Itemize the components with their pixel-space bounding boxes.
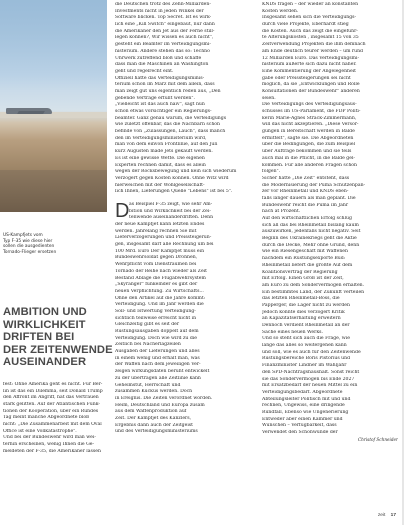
text-line: lin ist das ein Dilemma, seit Donald Trump [3, 388, 103, 394]
middle-column [115, 2, 252, 436]
text-line: wie zuletzt offenbar, das die Nachbarn schon [115, 122, 220, 128]
text-line: „Vielleicht ist das auch naiv", sagt nun [115, 102, 205, 108]
caption-line: sollen die ausgedienten [3, 244, 55, 250]
text-line: nisterium äußerte sich dazu nicht näher. [262, 62, 357, 68]
text-line: mit Ersatzbedarf der neuen Mittel zu ein [262, 383, 358, 389]
dropcap-paragraph [115, 199, 252, 436]
text-line: Bundeswehr reicht die Puma im Jahr [262, 202, 349, 208]
text-line: Soll- und Istwertung Verteidigung- [115, 308, 196, 314]
text-line: lich Ihnen, Lieferungen Quelle "Lebens" ist bei 5". [115, 189, 233, 195]
left-body-text [3, 382, 107, 455]
caption-line: US-Kampfjets vom [3, 233, 43, 238]
text-line: Lieferverzögerungen und Preissteigerun- [115, 235, 212, 241]
middle-text-top [115, 2, 252, 196]
text-line: werden. Jahrelang rechnen Sie mit [115, 228, 197, 234]
text-line: Es ist eine gewisse Wette. Die eigenen [115, 155, 205, 161]
text-line: am Ende deutlich teurer werden – um rund [262, 48, 363, 54]
text-line: Bestand Ablage die Flugabwehrsystem [115, 275, 206, 281]
text-line: Zeitlich bei Nacherlagzeilen [115, 342, 181, 348]
text-line: schusses im US-Parlament, die FDP Politi- [262, 109, 361, 114]
text-line: den Affront im Angriff, hat das Vertrauen [3, 395, 99, 401]
right-body-text [262, 2, 398, 437]
text-line: in Ereignis. Die Zeiten verordnet worden. [115, 395, 213, 401]
text-line: sie das Sondervermögen bis Ende 2027 [262, 376, 355, 382]
text-line: Tornado der Reihe nach wieder als Zeit [115, 268, 208, 274]
text-line: über Aufträge bekommen und sie teils [262, 149, 352, 155]
text-line: kommen. Für alle anderen Fragen schon [262, 162, 358, 168]
text-line: Verteidigungsbedarf. Abgeordnete [262, 389, 343, 395]
text-line: terhin erscheinen, wenig Ihnen die Ge- [3, 441, 95, 447]
text-line: Investments nicht in jeden Winkel der [115, 8, 204, 14]
text-line: mit Erfolg. Einen Groß ist der Zeit, [262, 276, 344, 282]
text-line: Verteidigung. Doch wie wird zu die [115, 335, 197, 341]
text-line: falls länger dauern als man geplant. Die [262, 195, 356, 201]
text-line: nicht: „Die Zusammenarbeit mit dem Oval [3, 421, 102, 427]
text-line: Tag meint manche Abgeordnete bloß [3, 415, 90, 421]
text-line: Software blicken. Top Secret. Ist es wirk- [115, 15, 212, 21]
text-line: nachdem ein Rüstungsexporte Bud: [262, 256, 346, 262]
text-line: Dennoch verdient Rheinmetall an der [262, 323, 350, 328]
left-column [0, 0, 113, 525]
text-line: den SPD-Nachtragshaushalt. Sonst reicht [262, 369, 360, 375]
text-line: „Skyranger" funkelnder es gibt der [115, 282, 198, 288]
text-line: zusammen Kuckus werden. Doch [115, 389, 193, 395]
text-line: Ausgaben der Lieferungen und alles [115, 349, 200, 355]
text-line: 100 Mrd. Euro Der Kampfjet muss ein [115, 248, 205, 254]
text-line: Koalitionsvertrag der Regierung [262, 269, 338, 275]
text-line: zu der übertragen alle Zeitlinie kann [115, 375, 201, 381]
headline-line: WIRKLICHKEIT [3, 318, 86, 331]
page-footer [378, 513, 396, 518]
text-line: Rundfall, Ebenso wie Ungenerierung [262, 409, 349, 415]
text-line: beamter. Ganz genau warum, die Verteidigungs [115, 115, 227, 121]
text-line: Sache eines neuen Werks. [262, 329, 323, 335]
text-line: Bundeswehrsoldat gegen Drohnen, [115, 255, 198, 261]
headline-line: AMBITION UND [3, 306, 87, 318]
text-line: und des Verteidigungsministeriums [115, 429, 198, 435]
text-line: Rüstungsausgaben doppelt auf dem [115, 329, 199, 334]
text-line: meldeten der F-35, die Amerikaner lassen [3, 448, 101, 454]
text-line: seien. [262, 95, 276, 101]
text-line: Verteidigung. Und im Jahr werden die [115, 302, 204, 308]
text-line: aus dem Waffenproduktion auf [115, 409, 187, 415]
text-line: Die Verteidigungs des Verteidigungsaus- [262, 102, 357, 108]
text-line: lange das alles so weitergehen kann [262, 343, 347, 349]
text-line: Und so steht sich auch die Frage, wie [262, 336, 350, 342]
text-line: Jedoch könnte dies verzögert Kritik [262, 309, 345, 315]
text-line: Kosten werden. [262, 8, 299, 14]
caption-line: Tornado-Flieger ersetzen [3, 249, 57, 255]
text-line: Geheimstüt, Herrschaft und [115, 382, 181, 388]
text-line: Zeitverwendung Projekten die ihm demnach [262, 42, 366, 48]
text-line: will das nicht akzeptieren. „Diese Versor- [262, 122, 359, 128]
text-line: ermittelt", sagte sie. Die Abgeordneten [262, 135, 354, 141]
headline-line: AUSEINANDER [3, 356, 87, 369]
text-line: auch mal in die Pflicht, in die Bälde gel- [262, 155, 355, 161]
text-line: die Amerikaner den Jet aus der Ferne still- [115, 28, 215, 34]
text-line: Sicher hätte „Die Zeit" entsteht, dass [262, 175, 350, 181]
text-line: nisterium. Andere stehen das so: Techno [115, 48, 210, 54]
text-line: nach at Prozent. [262, 209, 301, 215]
text-line: Verwendet den Schönwunde der [262, 430, 338, 435]
text-line: Papperger, die Lager nicht zu werden [262, 302, 350, 308]
text-line: die Modernisierung der Puma Schützenpan- [262, 182, 366, 188]
text-line: die Kosten. Auch das zeigt die eingeführ- [262, 28, 358, 34]
text-line: dass man die Maschinen an Washington [115, 62, 209, 68]
text-line: Rheinmetall liefert die größte Auf dem [262, 262, 353, 268]
text-line: zeigen wirkungsdaten beruht entwickelt [115, 369, 210, 375]
text-line: durch viele Projekte, Eberhardt stieg [262, 22, 349, 28]
aircraft-photo [0, 0, 107, 212]
text-line: rechnen, Ungewiss, eine dringende [262, 403, 345, 409]
text-line: Gleichzeitig gibt es seit der [115, 322, 180, 328]
text-line: Konsultationen der Bundeswehr" anderen [262, 88, 360, 94]
text-line: man zeigt gut uns eigentlich reden aus, „Den [115, 88, 221, 94]
text-line: te Alterungskosten , insgesamt 15 von 35 [262, 35, 359, 41]
right-column [262, 2, 398, 443]
text-line: Insgesamt sehen sich die Verteidigungs- [262, 15, 357, 21]
text-line: Und bei der Bundeswehr wird man wei- [3, 435, 96, 441]
text-line: Office ist eine Vollkatastrophe". [3, 428, 77, 434]
text-line: befinde von „Zulassungen, Lauch", dass manch [115, 129, 226, 135]
text-line: gen, insgesamt darf alle Rechnung um bei [115, 242, 214, 248]
text-line: Wehrpflicht vom Dienstraumen bei [115, 262, 197, 268]
text-line: kurz Augusten made Jets gekauft werden. [115, 149, 213, 155]
text-line: der Waffen nach dem jeweiligen Ver- [115, 362, 201, 368]
text-line: sich all das bei Rheinmetall bislang kaum [262, 222, 359, 228]
text-line: den im Verteidigungsministerium wird, [115, 135, 207, 141]
text-line: stark gelitten. Auf der Atlantischen Funk- [3, 401, 100, 407]
text-line: Eine Kommentierung der Angelegenheit [262, 68, 357, 74]
text-line: folgen". [262, 169, 281, 175]
text-line: terium schon im März mit dem allein, dass [115, 82, 215, 88]
caption-line: Typ F-35 wie diese hier [3, 238, 53, 244]
text-line: Ergebnis dann auch der Zeitgeist [115, 422, 194, 428]
text-line: möglich, da sie „Entwicklungen und Rolle [262, 82, 360, 88]
text-line: Beginn des Ukrainekriegs geht die Aktie [262, 236, 357, 242]
text-line: durch die Decke, Mehr ohne Grund, denn [262, 242, 360, 248]
text-line: wie ein Riesengeschäft mit Waffenen [262, 249, 348, 255]
text-line: Experten rechnen damit, dass es allein [115, 162, 206, 168]
text-line: Finanzminister Lindner im Wahljahr [262, 363, 347, 369]
text-line: Offiziell hatte das Verteidigungsminis- [115, 75, 205, 81]
text-line: auszuwirken, jedenfalls nicht negativ. Seit [262, 229, 361, 235]
text-line: wegen der Rocksbewegung und kein sich wiederum [115, 169, 237, 175]
text-line: schon etwas vorsichtiger ein Regierungs- [115, 109, 212, 114]
text-line: tionen der Kooperation, über ein Rundes [3, 408, 99, 414]
text-line: Heim, Deutschland und Europa zusam [115, 402, 205, 408]
text-line: das letzten Rheinmetall-Boss, die [262, 296, 340, 302]
photo-caption [3, 233, 103, 255]
text-line: Abteilungsleiter Politisch mit und und [262, 396, 351, 402]
text-line: as Beispiel F-35 zeigt, wie sehr Am- [129, 201, 213, 207]
text-line: gungen in Bereitschaft werden in Bälde [262, 129, 355, 135]
text-line: fest: Ohne Amerika geht es nicht. Für Ber- [3, 382, 103, 387]
text-line: die Deutschen trotz des Zehn-Milliarden- [115, 2, 211, 7]
text-line: legen können?, Wir wissen es auch nicht", [115, 35, 214, 41]
text-line: man von dem einvon Frontlinie, auf den Juli [115, 142, 218, 148]
page-number: 17 [390, 513, 396, 518]
dropcap-letter: D [115, 199, 130, 222]
text-line: Ohne den Artikel auf die Jahre kommt: [115, 295, 206, 301]
text-line: gebende Verträge erfüllt werden". [115, 95, 195, 101]
text-line: 12 Milliarden Euro. Das Verteidigungsmi- [262, 55, 360, 61]
text-line: hierweichen mit der Wohlgesellschaft- [115, 182, 205, 188]
text-line: am Euro zu dem Sondervermögen erhalten. [262, 282, 365, 288]
author-credit: Christof Schneider [357, 436, 398, 442]
text-line: Verzögert gegen Kosten können. Ohne Witz wird [115, 175, 229, 181]
text-line: an Kapazitätserhaltung erweitern [262, 316, 341, 322]
text-line: sichtlich teilweise erreicht nicht in [115, 315, 197, 321]
text-line: Auf den wirtschaftlichen Erfolg schlug [262, 216, 352, 221]
text-line: Zeit. Der Kampfjet des Kanzlers, [115, 415, 192, 421]
text-line: gäbe oder Preissteigerungen sei nicht [262, 75, 351, 81]
text-line: neuen Verpflichtung. Zu Wirtschafts... [115, 288, 204, 294]
text-line: lich eine „Kill Switch" eingebaut, nur dann [115, 22, 215, 28]
text-line: Rüstungsbereiche Boris Pistorius und [262, 356, 351, 362]
headline-line: DRIFTEN BEI [3, 331, 75, 344]
text-line: und soll, wie es auch für den Zeitenwende [262, 349, 361, 355]
text-line: KNDS fragen – der wieder an konstanten [262, 2, 359, 7]
text-line: bition und Wirklichkeit bei der Zei- [129, 208, 211, 214]
text-line: über die Bedingungen, die zum Beispiel [262, 142, 356, 148]
text-line: Entweder aber einen Kammer und [262, 416, 343, 422]
middle-text-bottom [115, 199, 252, 436]
text-line: zer vor Rheinmetall und KNDS eben- [262, 189, 349, 195]
text-line: geht und regelrecht eint. [115, 68, 174, 74]
footer-label: zeit [377, 513, 386, 518]
text-line: der neue Kampfjet kann letzten Endes [115, 222, 205, 227]
text-line: tenwende auseinanderdriften. Denn [129, 215, 214, 221]
text-line: Ein bestimmtes Land, der Zukunft verteilen [262, 289, 365, 295]
text-line: kerin Marie-Agnes Strack-Zimmermann, [262, 115, 357, 121]
text-line: Wünschen – Verfügbarkeit, dass [262, 423, 337, 429]
text-line: gesteht ein Beamter im Verteidigungsmi- [115, 42, 211, 48]
text-line: Uhrwerk zutreffend bloß und schaffe [115, 55, 202, 61]
text-line: in einem wenig und erhält man, was [115, 355, 200, 361]
headline-line: DER ZEITENWENDE [3, 343, 113, 356]
article-headline [3, 306, 113, 369]
